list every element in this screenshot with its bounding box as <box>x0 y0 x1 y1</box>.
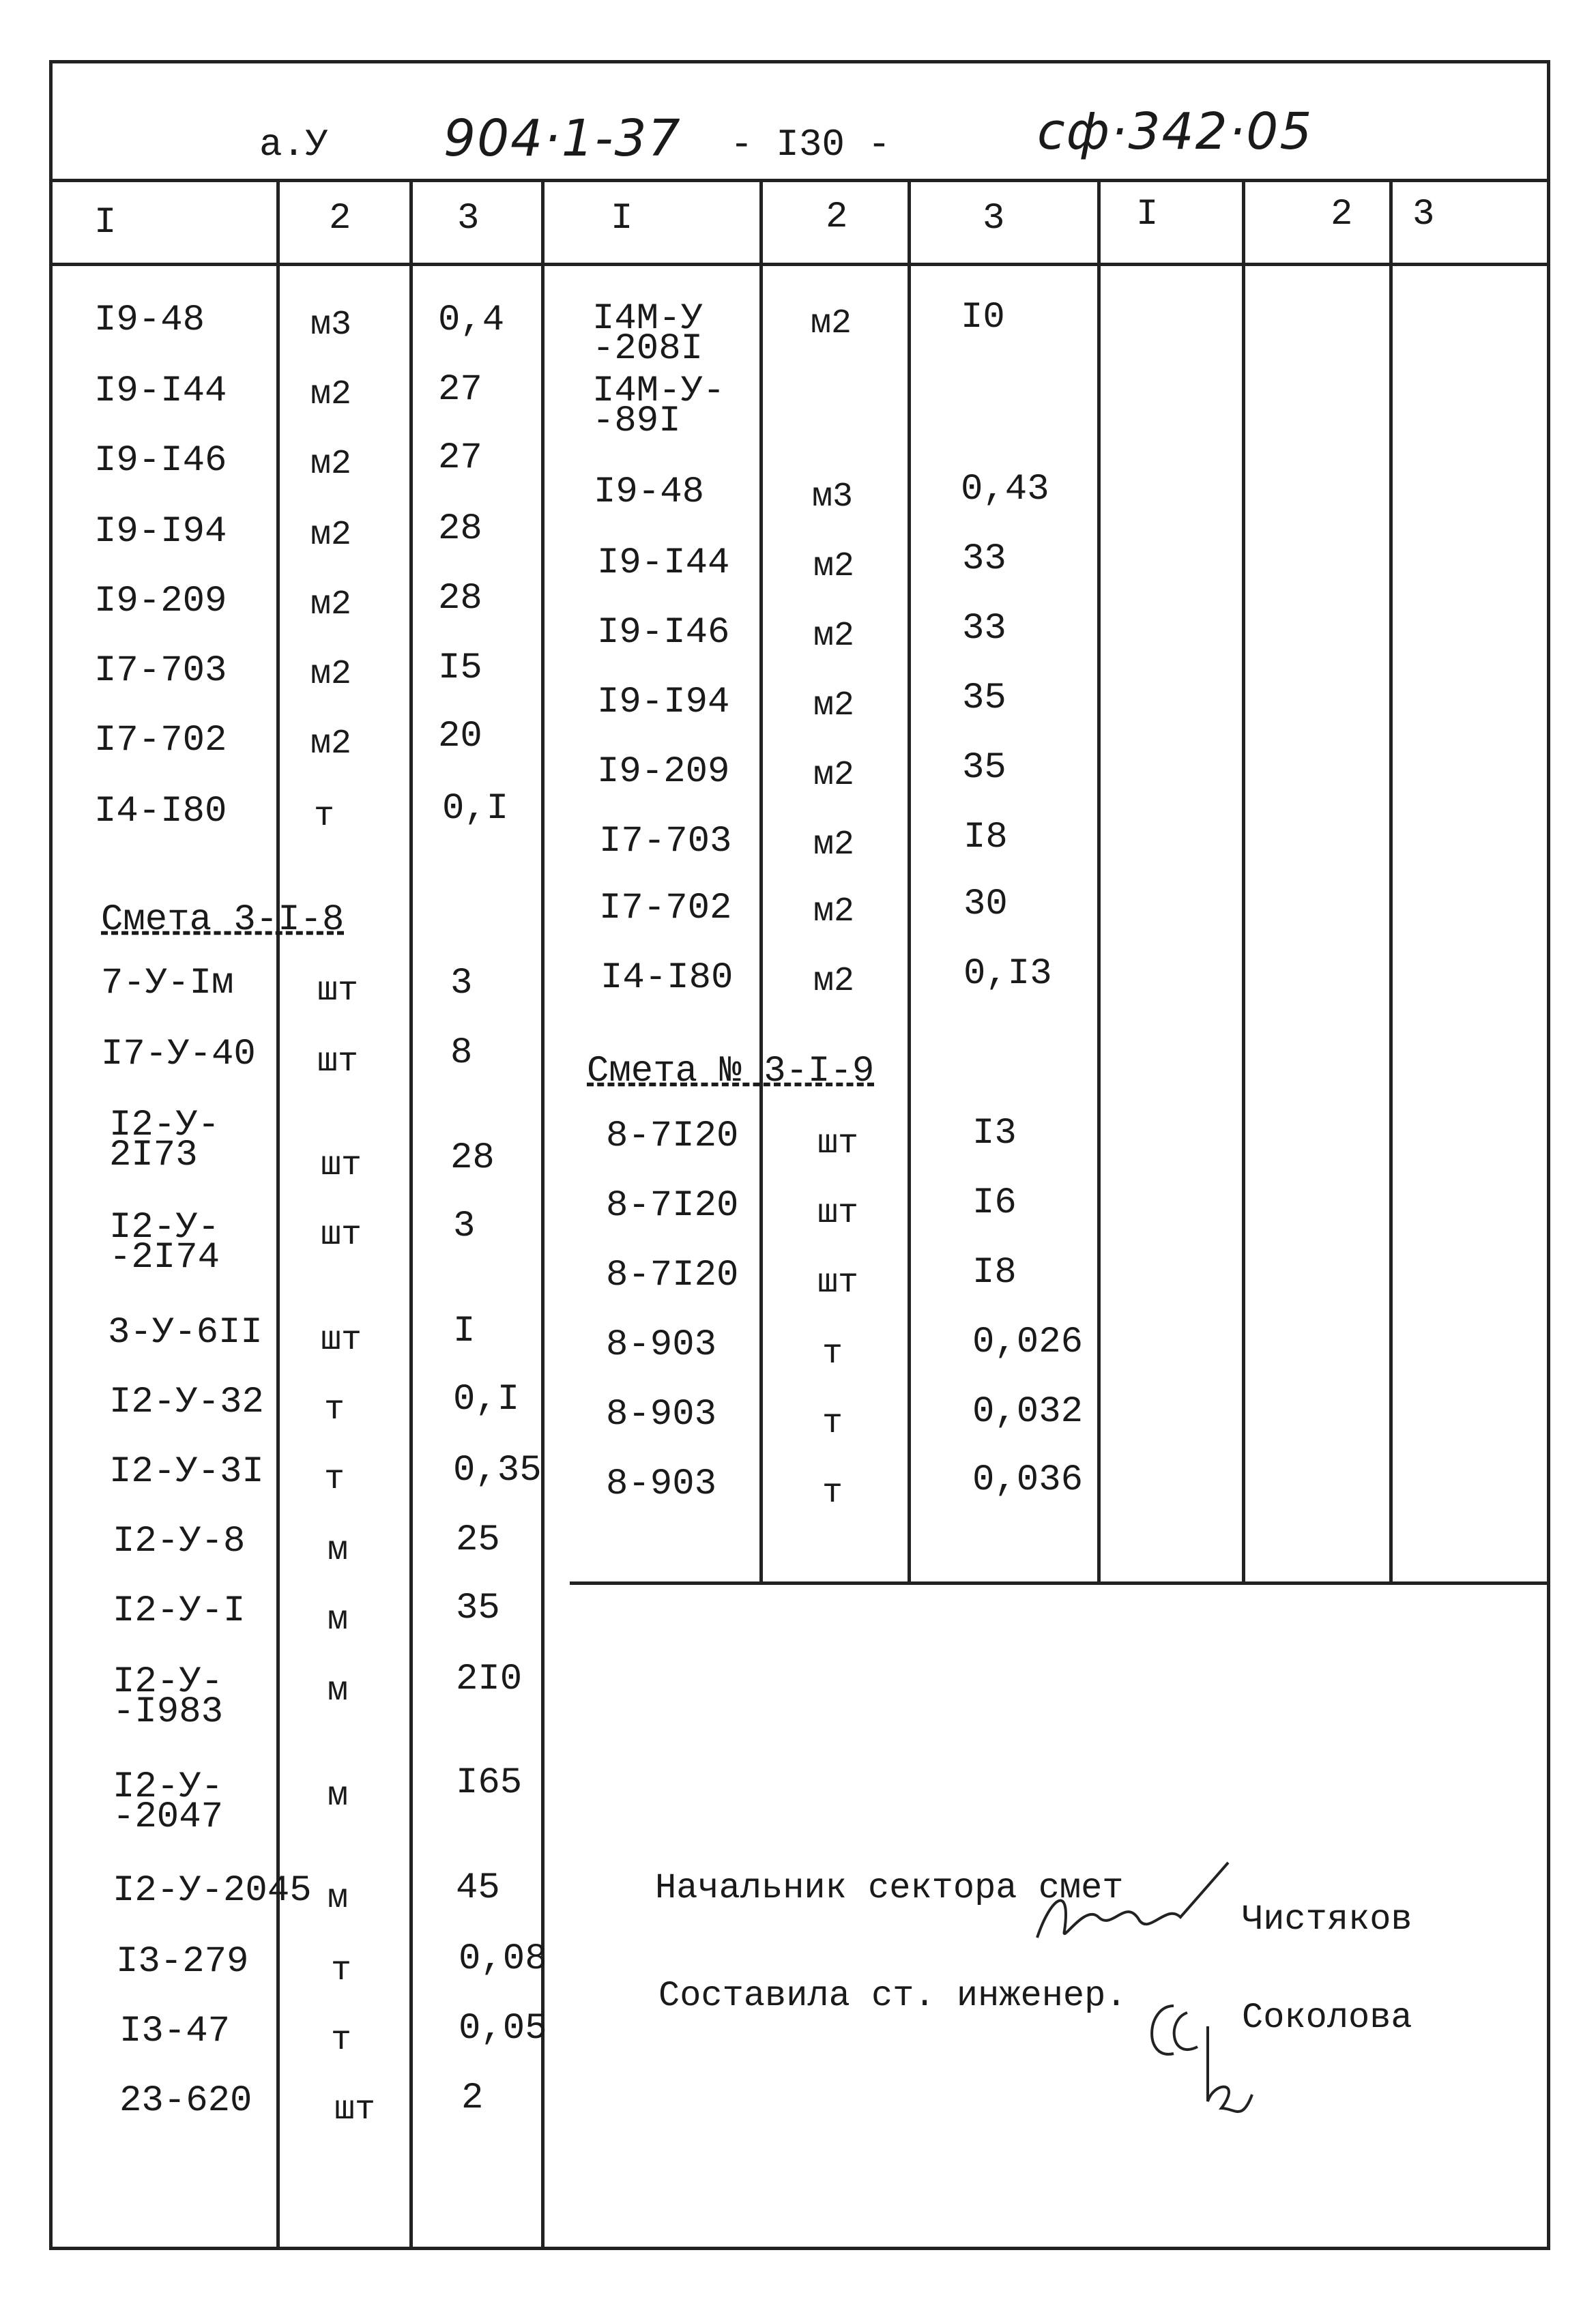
table-cell-code: 8-7I20 <box>606 1115 739 1157</box>
table-cell-qty: 35 <box>456 1588 500 1629</box>
col-divider-2 <box>409 179 413 2250</box>
table-cell-code: I9-I46 <box>94 440 227 482</box>
col-header-5: 2 <box>826 196 848 238</box>
table-cell-code: I3-279 <box>116 1941 249 1983</box>
compiler-title: Составила ст. инженер. <box>658 1976 1127 2016</box>
table-cell-unit: м2 <box>310 655 352 694</box>
table-cell-qty: 0,036 <box>972 1459 1084 1501</box>
table-cell-unit: м <box>328 1672 349 1710</box>
col-divider-1 <box>276 179 280 2250</box>
table-cell-unit: м2 <box>813 686 855 725</box>
table-cell-qty: I0 <box>961 297 1005 338</box>
table-cell-qty: 0,032 <box>972 1391 1084 1433</box>
column-header-rule <box>49 263 1550 266</box>
table-cell-code: I3-47 <box>119 2011 231 2052</box>
table-cell-code: 8-7I20 <box>606 1255 739 1296</box>
table-cell-unit: т <box>822 1474 843 1513</box>
table-cell-unit: м2 <box>811 304 852 343</box>
table-cell-qty: 0,4 <box>438 300 505 341</box>
table-cell-qty: I <box>453 1311 476 1352</box>
table-cell-unit: м2 <box>310 516 352 555</box>
table-cell-qty: 2I0 <box>456 1659 523 1700</box>
table-cell-unit: м <box>328 1879 349 1918</box>
table-cell-code: 8-903 <box>606 1463 717 1505</box>
table-cell-qty: 30 <box>963 884 1008 925</box>
header-left-label: а.У <box>259 123 328 166</box>
table-cell-unit: м <box>328 1601 349 1639</box>
table-cell-qty: 0,05 <box>459 2008 547 2050</box>
table-cell-code: 8-903 <box>606 1324 717 1366</box>
table-cell-qty: 0,I3 <box>963 953 1052 995</box>
table-cell-code: I7-703 <box>599 821 732 862</box>
table-cell-qty: 33 <box>962 538 1006 580</box>
table-cell-code: I7-702 <box>599 888 732 929</box>
table-bottom-rule <box>570 1581 1550 1585</box>
table-cell-qty: 0,026 <box>972 1322 1084 1363</box>
table-cell-unit: шт <box>321 1216 362 1255</box>
table-cell-code: I9-I44 <box>597 542 730 584</box>
table-cell-qty: 0,I <box>442 788 509 830</box>
compiler-name: Соколова <box>1242 1998 1412 2038</box>
table-cell-code: 7-У-Iм <box>101 963 234 1004</box>
table-cell-unit: шт <box>317 1042 359 1081</box>
table-cell-unit: шт <box>321 1146 362 1185</box>
table-cell-code: I2-У- -2I74 <box>109 1207 220 1279</box>
col-header-7: I <box>1136 194 1159 235</box>
col-divider-4 <box>759 179 763 1584</box>
chief-signature-icon <box>1024 1856 1256 1951</box>
table-cell-qty: 28 <box>438 508 482 550</box>
table-cell-unit: м2 <box>813 962 855 1001</box>
col-divider-5 <box>908 179 911 1584</box>
table-cell-code: 23-620 <box>119 2080 252 2122</box>
table-cell-code: I4-I80 <box>600 957 734 999</box>
table-cell-unit: м2 <box>813 547 855 586</box>
table-cell-code: I4-I80 <box>94 791 227 832</box>
table-cell-qty: 3 <box>450 963 473 1004</box>
table-cell-unit: т <box>822 1335 843 1373</box>
table-cell-unit: шт <box>317 972 359 1010</box>
header-project-number: 904·1-37 <box>444 109 682 168</box>
table-cell-qty: 27 <box>438 437 482 479</box>
header-page-number: - I30 - <box>730 123 891 166</box>
table-cell-unit: т <box>331 2021 352 2060</box>
header-code: сф·342·05 <box>1037 102 1314 161</box>
compiler-signature-icon <box>1133 1979 1269 2156</box>
table-cell-code: I7-703 <box>94 650 227 692</box>
chief-name: Чистяков <box>1242 1899 1412 1940</box>
table-cell-unit: м2 <box>813 617 855 656</box>
table-cell-unit: м <box>328 1531 349 1570</box>
table-cell-unit: шт <box>817 1124 859 1163</box>
table-cell-qty: I5 <box>438 647 482 689</box>
table-cell-qty: 0,43 <box>961 469 1049 510</box>
col-header-9: 3 <box>1412 194 1435 235</box>
table-cell-qty: 0,08 <box>459 1938 547 1980</box>
table-cell-qty: 35 <box>962 677 1006 719</box>
table-cell-unit: шт <box>321 1321 362 1360</box>
table-cell-unit: м2 <box>813 756 855 795</box>
table-cell-unit: т <box>324 1460 345 1499</box>
table-cell-unit: м <box>328 1777 349 1816</box>
table-cell-qty: 45 <box>456 1867 500 1909</box>
col-divider-8 <box>1389 179 1393 1584</box>
table-cell-code: I9-209 <box>94 581 227 622</box>
table-cell-unit: м2 <box>813 892 855 931</box>
table-cell-qty: I6 <box>972 1182 1017 1224</box>
table-cell-unit: шт <box>817 1264 859 1302</box>
table-cell-unit: шт <box>817 1194 859 1233</box>
table-cell-code: 8-7I20 <box>606 1185 739 1227</box>
table-cell-qty: 25 <box>456 1519 500 1561</box>
col-header-1: I <box>94 202 117 244</box>
table-cell-qty: 33 <box>962 608 1006 650</box>
table-cell-qty: I65 <box>456 1762 523 1804</box>
table-cell-qty: 0,35 <box>453 1450 542 1491</box>
table-cell-unit: м3 <box>812 478 854 516</box>
chief-title: Начальник сектора смет <box>655 1868 1124 1908</box>
col-header-4: I <box>611 198 633 239</box>
estimate-heading-3-1-9: Смета № 3-I-9 <box>587 1051 875 1092</box>
table-cell-qty: 28 <box>438 578 482 619</box>
table-cell-unit: м2 <box>813 826 855 864</box>
col-header-3: 3 <box>457 198 480 239</box>
table-cell-code: I2-У-32 <box>109 1382 264 1423</box>
table-cell-unit: м2 <box>310 725 352 763</box>
table-cell-qty: 8 <box>450 1032 473 1074</box>
table-cell-code: I7-У-40 <box>101 1034 256 1075</box>
table-cell-code: I9-48 <box>94 300 205 341</box>
header-rule <box>49 179 1550 182</box>
table-cell-qty: 28 <box>450 1137 495 1179</box>
table-cell-unit: т <box>331 1951 352 1990</box>
table-cell-unit: м2 <box>310 585 352 624</box>
table-cell-unit: т <box>314 797 335 836</box>
col-header-8: 2 <box>1331 194 1353 235</box>
col-divider-6 <box>1097 179 1101 1584</box>
table-cell-code: I9-209 <box>597 751 730 793</box>
table-cell-code: I9-I94 <box>94 511 227 553</box>
table-cell-unit: шт <box>334 2090 376 2129</box>
table-cell-code: I4М-У- -89I <box>592 370 725 442</box>
estimate-heading-3-1-8: Смета 3-I-8 <box>101 899 345 941</box>
table-cell-code: I2-У- -I983 <box>113 1661 224 1733</box>
table-cell-qty: I8 <box>972 1252 1017 1294</box>
table-cell-qty: 0,I <box>453 1379 520 1420</box>
col-header-6: 3 <box>983 198 1005 239</box>
table-cell-code: I9-I94 <box>597 682 730 723</box>
table-cell-code: I9-I44 <box>94 370 227 412</box>
table-cell-unit: т <box>324 1390 345 1429</box>
table-cell-code: I2-У-8 <box>113 1521 246 1562</box>
table-cell-code: I2-У-I <box>113 1590 246 1632</box>
table-cell-qty: I3 <box>972 1113 1017 1154</box>
table-cell-unit: м2 <box>310 375 352 414</box>
table-cell-qty: I8 <box>963 817 1008 858</box>
table-cell-qty: 20 <box>438 716 482 757</box>
table-cell-code: I2-У-2045 <box>113 1870 312 1912</box>
col-header-2: 2 <box>329 198 351 239</box>
table-cell-code: I2-У-3I <box>109 1451 264 1493</box>
table-cell-qty: 3 <box>453 1206 476 1247</box>
table-cell-code: I2-У- -2047 <box>113 1766 224 1838</box>
table-cell-qty: 35 <box>962 747 1006 789</box>
table-cell-unit: м3 <box>310 306 352 345</box>
table-cell-code: I4М-У -208I <box>592 298 703 370</box>
table-cell-unit: т <box>822 1404 843 1443</box>
table-cell-code: I9-I46 <box>597 612 730 654</box>
table-cell-code: 8-903 <box>606 1394 717 1435</box>
col-divider-7 <box>1242 179 1245 1584</box>
table-cell-code: 3-У-6II <box>108 1312 263 1354</box>
table-cell-unit: м2 <box>310 445 352 484</box>
table-cell-code: I2-У- 2I73 <box>109 1105 220 1176</box>
table-cell-qty: 27 <box>438 369 482 411</box>
table-cell-code: I7-702 <box>94 720 227 761</box>
table-cell-code: I9-48 <box>594 471 705 513</box>
table-cell-qty: 2 <box>461 2077 484 2119</box>
